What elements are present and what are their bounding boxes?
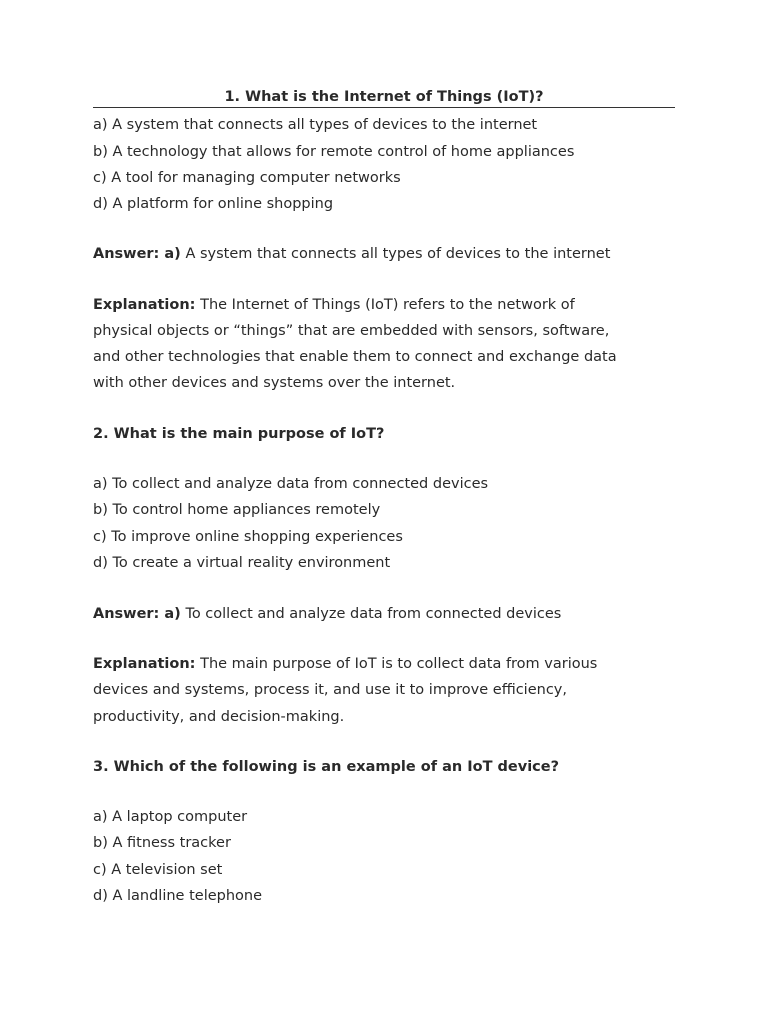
- question-1-explanation-line-2: physical objects or “things” that are embedded with sensors, software,: [93, 323, 610, 339]
- question-3-option-b: b) A fitness tracker: [93, 835, 231, 851]
- answer-text: A system that connects all types of devices to the internet: [185, 246, 611, 262]
- answer-text: To collect and analyze data from connected devices: [185, 606, 562, 622]
- question-2-answer: [93, 604, 561, 624]
- explanation-text: The main purpose of IoT is to collect data from various: [200, 656, 598, 672]
- question-2-explanation-line-3: productivity, and decision-making.: [93, 709, 345, 725]
- question-2-title: 2. What is the main purpose of IoT?: [93, 426, 385, 442]
- question-3-title: 3. Which of the following is an example of an IoT device?: [93, 759, 560, 775]
- explanation-label: Explanation:: [93, 297, 196, 313]
- question-2-explanation-line-1: [93, 654, 597, 674]
- question-1-explanation-line-4: with other devices and systems over the internet.: [93, 375, 456, 391]
- answer-label: Answer: a): [93, 606, 181, 622]
- question-2-option-b: b) To control home appliances remotely: [93, 502, 381, 518]
- question-2-option-a: a) To collect and analyze data from connected devices: [93, 476, 489, 492]
- explanation-text: The Internet of Things (IoT) refers to the network of: [200, 297, 575, 313]
- question-1-option-a: a) A system that connects all types of devices to the internet: [93, 117, 538, 133]
- explanation-label: Explanation:: [93, 656, 196, 672]
- question-1-option-d: d) A platform for online shopping: [93, 196, 334, 212]
- question-1-option-b: b) A technology that allows for remote control of home appliances: [93, 144, 575, 160]
- answer-label: Answer: a): [93, 246, 181, 262]
- question-2-option-d: d) To create a virtual reality environment: [93, 555, 391, 571]
- question-1-explanation-line-1: [93, 295, 575, 315]
- question-3-option-d: d) A landline telephone: [93, 888, 263, 904]
- question-2-explanation-line-2: devices and systems, process it, and use it to improve efficiency,: [93, 682, 567, 698]
- question-1-answer: [93, 244, 610, 264]
- question-1-option-c: c) A tool for managing computer networks: [93, 170, 401, 186]
- question-1-explanation-line-3: and other technologies that enable them to connect and exchange data: [93, 349, 617, 365]
- question-3-option-a: a) A laptop computer: [93, 809, 248, 825]
- question-1-title: 1. What is the Internet of Things (IoT)?: [93, 87, 675, 108]
- question-2-option-c: c) To improve online shopping experiences: [93, 529, 403, 545]
- question-3-option-c: c) A television set: [93, 862, 223, 878]
